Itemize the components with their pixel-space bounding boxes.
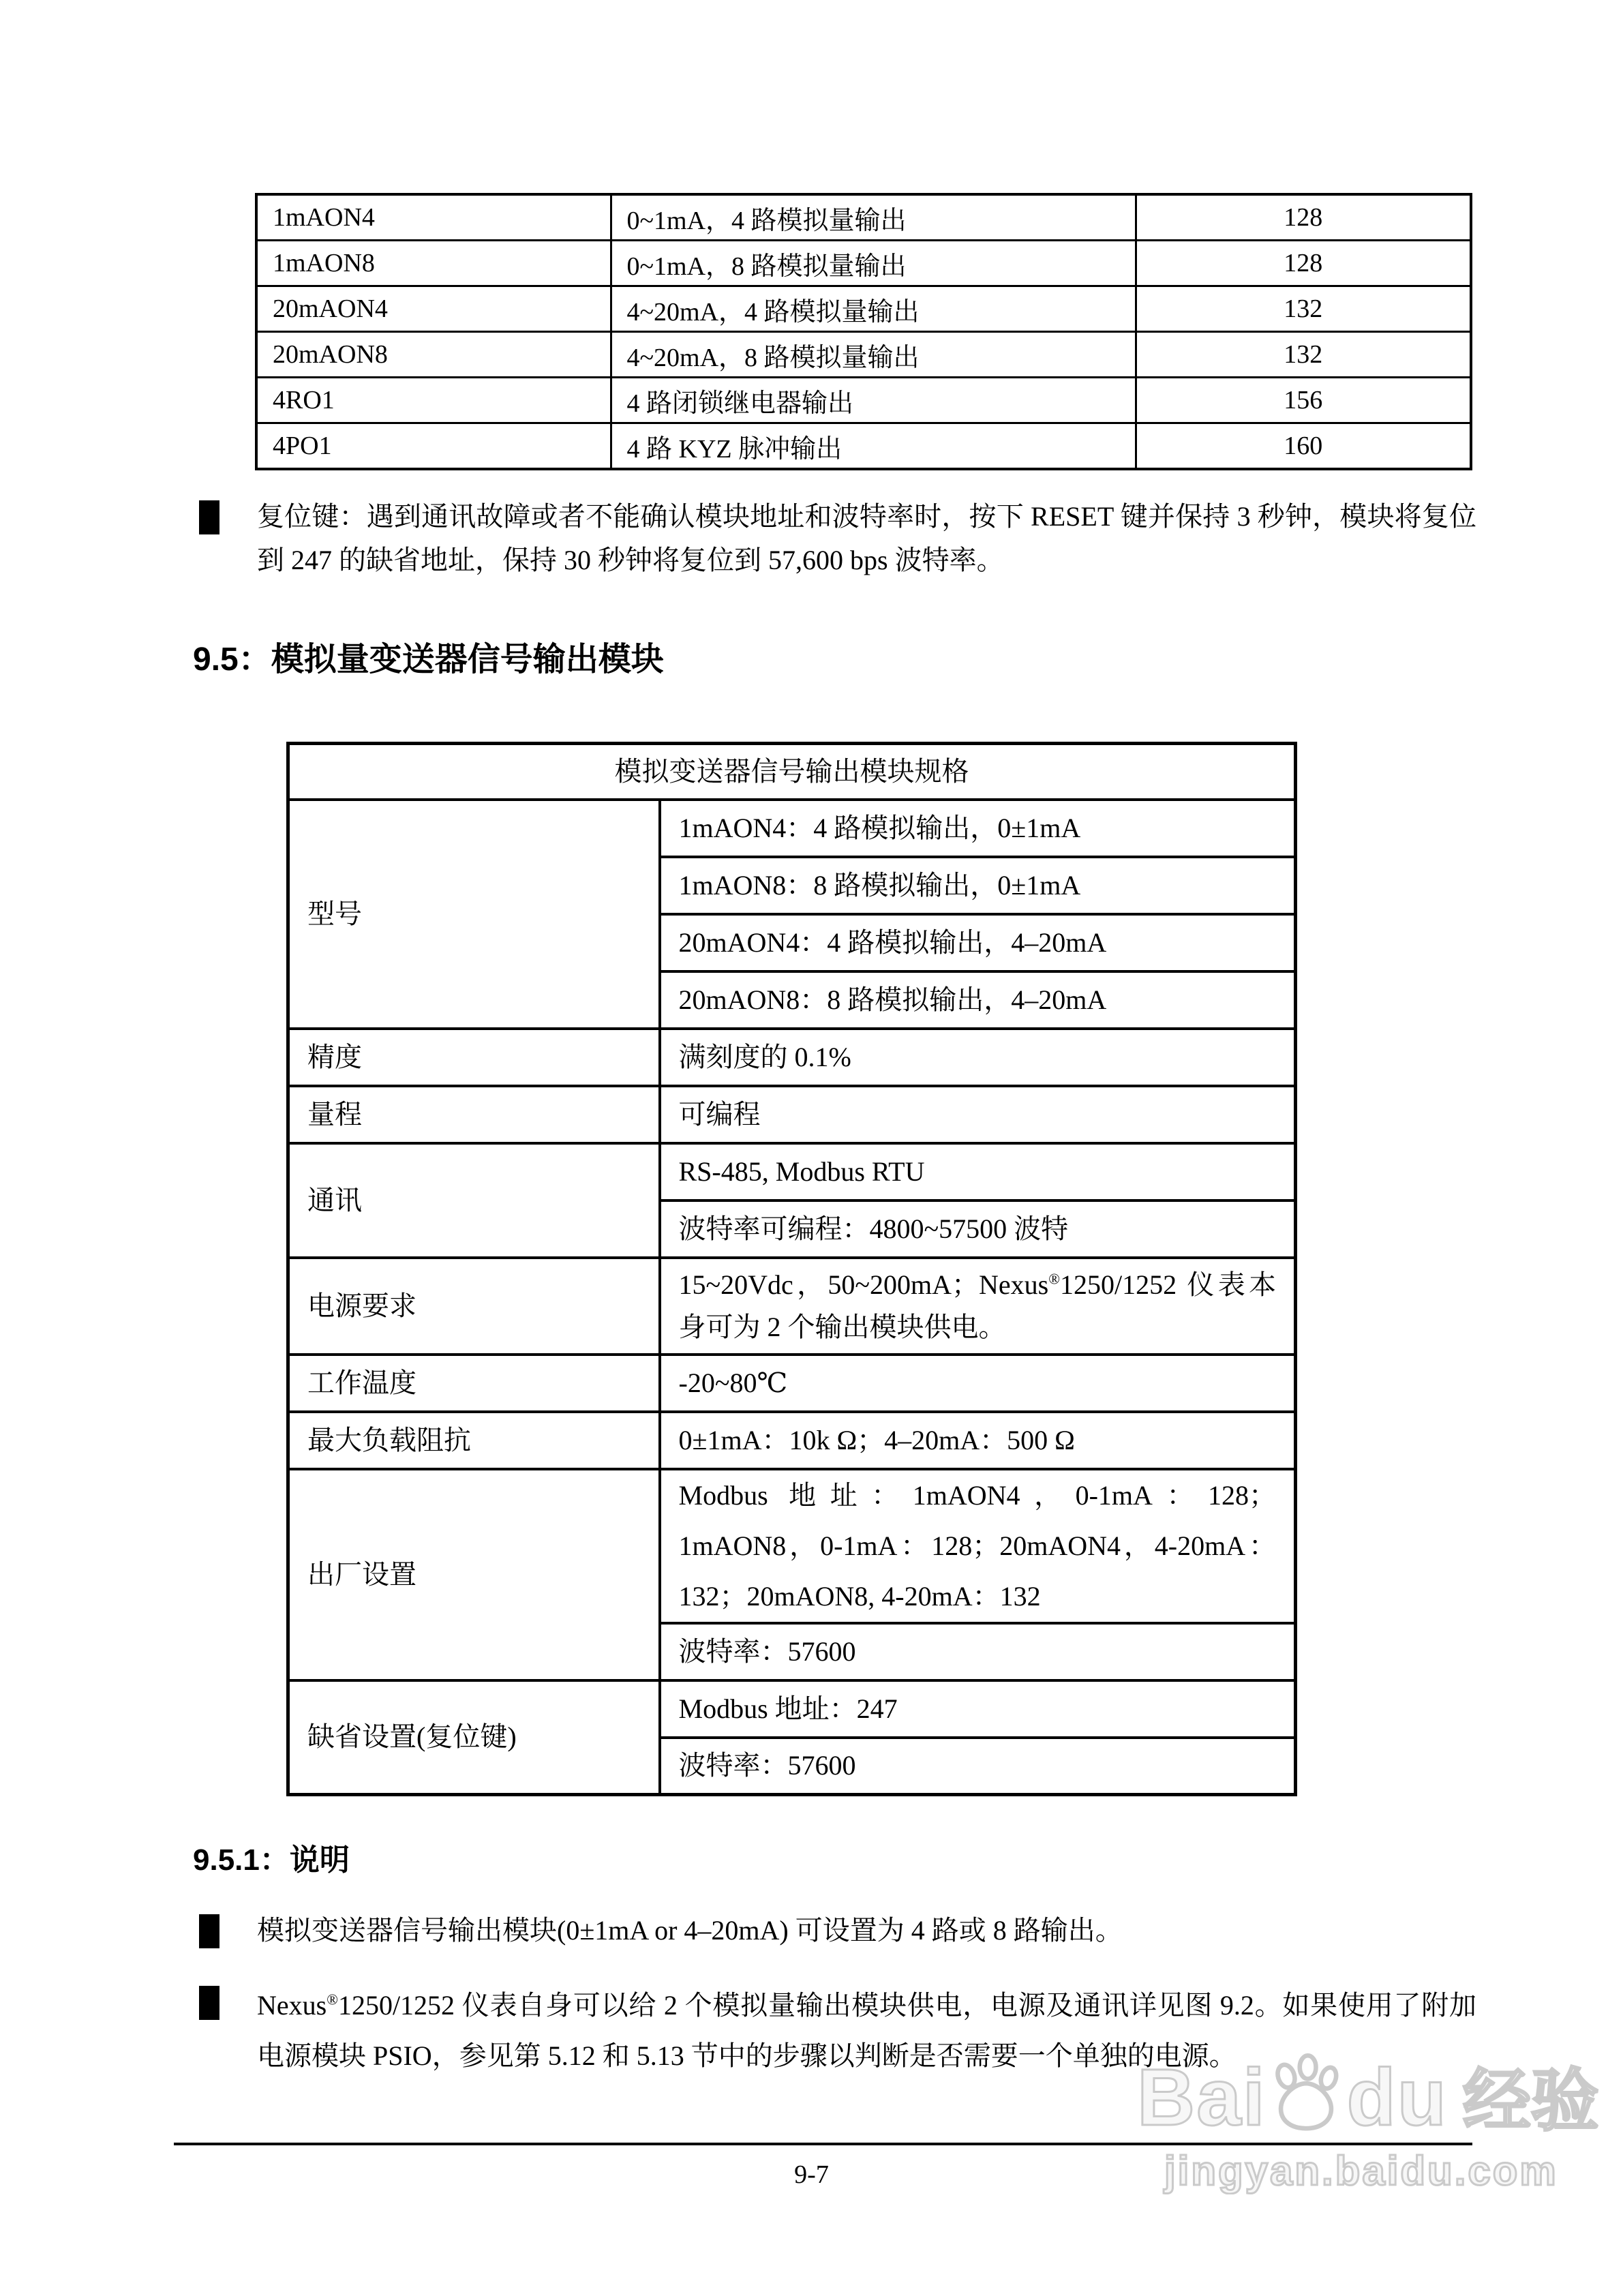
table-row — [256, 378, 1471, 423]
module-model: 20mAON8 — [256, 332, 611, 378]
spec-load-value: 0±1mA：10k Ω；4–20mA：500 Ω — [660, 1412, 1296, 1469]
module-desc: 4~20mA，4 路模拟量输出 — [611, 286, 1136, 332]
module-model: 20mAON4 — [256, 286, 611, 332]
bullet-square-icon — [199, 1986, 219, 2020]
table-row — [256, 194, 1471, 241]
spec-model-row: 1mAON8：8 路模拟输出，0±1mA — [660, 857, 1296, 914]
table-row — [288, 800, 1296, 857]
table-row — [256, 241, 1471, 286]
watermark — [1137, 2049, 1599, 2194]
spec-temp-value: -20~80℃ — [660, 1355, 1296, 1412]
table-row — [256, 423, 1471, 470]
table-row — [288, 1029, 1296, 1086]
watermark-logo — [1137, 2049, 1599, 2143]
page-number: 9-7 — [794, 2160, 829, 2189]
registered-mark: ® — [327, 1991, 338, 2008]
spec-model-row: 20mAON8：8 路模拟输出，4–20mA — [660, 971, 1296, 1029]
section-95-title: 9.5：模拟量变送器信号输出模块 — [193, 641, 664, 678]
note-2-post: 1250/1252 仪表自身可以给 2 个模拟量输出模块供电，电源及通讯详见图 9.2。如果使用了附加电源模块 PSIO，参见第 5.12 和 5.13 节中的步骤以判断是否需要一个单独的电源。 — [257, 1990, 1476, 2071]
spec-label-factory: 出厂设置 — [288, 1469, 660, 1680]
spec-model-row: 1mAON4：4 路模拟输出，0±1mA — [660, 800, 1296, 857]
spec-label-power: 电源要求 — [288, 1258, 660, 1355]
spec-accuracy-value: 满刻度的 0.1% — [660, 1029, 1296, 1086]
module-model: 4PO1 — [256, 423, 611, 470]
module-model: 1mAON4 — [256, 194, 611, 241]
bullet-square-icon — [199, 500, 219, 534]
module-address: 160 — [1136, 423, 1471, 470]
spec-default-value-2: 波特率：57600 — [660, 1738, 1296, 1795]
watermark-bai-text: Bai — [1137, 2053, 1266, 2143]
spec-comm-value-1: RS-485, Modbus RTU — [660, 1143, 1296, 1200]
module-address: 132 — [1136, 286, 1471, 332]
module-address: 128 — [1136, 194, 1471, 241]
spec-range-value: 可编程 — [660, 1086, 1296, 1143]
spec-label-accuracy: 精度 — [288, 1029, 660, 1086]
table-row — [288, 1469, 1296, 1623]
spec-label-range: 量程 — [288, 1086, 660, 1143]
watermark-site-text: jingyan.baidu.com — [1164, 2148, 1558, 2194]
table-row — [288, 1355, 1296, 1412]
watermark-cn-text: 经验 — [1462, 2063, 1599, 2139]
module-desc: 0~1mA，8 路模拟量输出 — [611, 241, 1136, 286]
registered-mark: ® — [1048, 1270, 1060, 1288]
module-address: 156 — [1136, 378, 1471, 423]
spec-label-model: 型号 — [288, 800, 660, 1029]
spec-default-value-1: Modbus 地址：247 — [660, 1680, 1296, 1738]
spec-label-comm: 通讯 — [288, 1143, 660, 1258]
table-row — [288, 1143, 1296, 1200]
spec-power-pre: 15~20Vdc，50~200mA；Nexus — [678, 1269, 1049, 1300]
paw-icon — [1261, 2049, 1351, 2139]
spec-label-load: 最大负载阻抗 — [288, 1412, 660, 1469]
reset-note-text: 复位键：遇到通讯故障或者不能确认模块地址和波特率时，按下 RESET 键并保持 3 秒钟，模块将复位到 247 的缺省地址，保持 30 秒钟将复位到 57,600 bps 波特率。 — [257, 501, 1476, 575]
module-desc: 4 路 KYZ 脉冲输出 — [611, 423, 1136, 470]
spec-comm-value-2: 波特率可编程：4800~57500 波特 — [660, 1200, 1296, 1258]
spec-factory-value-2: 波特率：57600 — [660, 1623, 1296, 1680]
watermark-du-text: du — [1346, 2053, 1448, 2143]
module-desc: 0~1mA，4 路模拟量输出 — [611, 194, 1136, 241]
note-1-text: 模拟变送器信号输出模块(0±1mA or 4–20mA) 可设置为 4 路或 8 路输出。 — [257, 1915, 1123, 1946]
spec-factory-value-1: Modbus 地址：1mAON4，0-1mA：128；1mAON8，0-1mA：128；20mAON4，4-20mA：132；20mAON8, 4-20mA：132 — [660, 1469, 1296, 1623]
table-row — [288, 1680, 1296, 1738]
module-model: 4RO1 — [256, 378, 611, 423]
module-model: 1mAON8 — [256, 241, 611, 286]
section-951-title: 9.5.1：说明 — [193, 1843, 350, 1877]
note-2-pre: Nexus — [257, 1990, 327, 2021]
spec-power-value — [660, 1258, 1296, 1355]
table-row — [288, 744, 1296, 800]
module-address-table — [255, 193, 1472, 470]
module-address: 128 — [1136, 241, 1471, 286]
spec-table — [286, 742, 1297, 1796]
spec-label-default: 缺省设置(复位键) — [288, 1680, 660, 1795]
module-desc: 4 路闭锁继电器输出 — [611, 378, 1136, 423]
module-address: 132 — [1136, 332, 1471, 378]
table-row — [288, 1412, 1296, 1469]
table-row — [288, 1258, 1296, 1355]
spec-table-header: 模拟变送器信号输出模块规格 — [288, 744, 1296, 800]
table-row — [256, 286, 1471, 332]
spec-label-temp: 工作温度 — [288, 1355, 660, 1412]
reset-note-item — [199, 495, 1476, 582]
table-row — [256, 332, 1471, 378]
note-item-1 — [199, 1909, 1476, 1952]
bullet-square-icon — [199, 1914, 219, 1948]
module-desc: 4~20mA，8 路模拟量输出 — [611, 332, 1136, 378]
spec-model-row: 20mAON4：4 路模拟输出，4–20mA — [660, 914, 1296, 971]
spec-power-post: 1250/1252 仪表本身可为 2 个输出模块供电。 — [678, 1269, 1276, 1342]
table-row — [288, 1086, 1296, 1143]
